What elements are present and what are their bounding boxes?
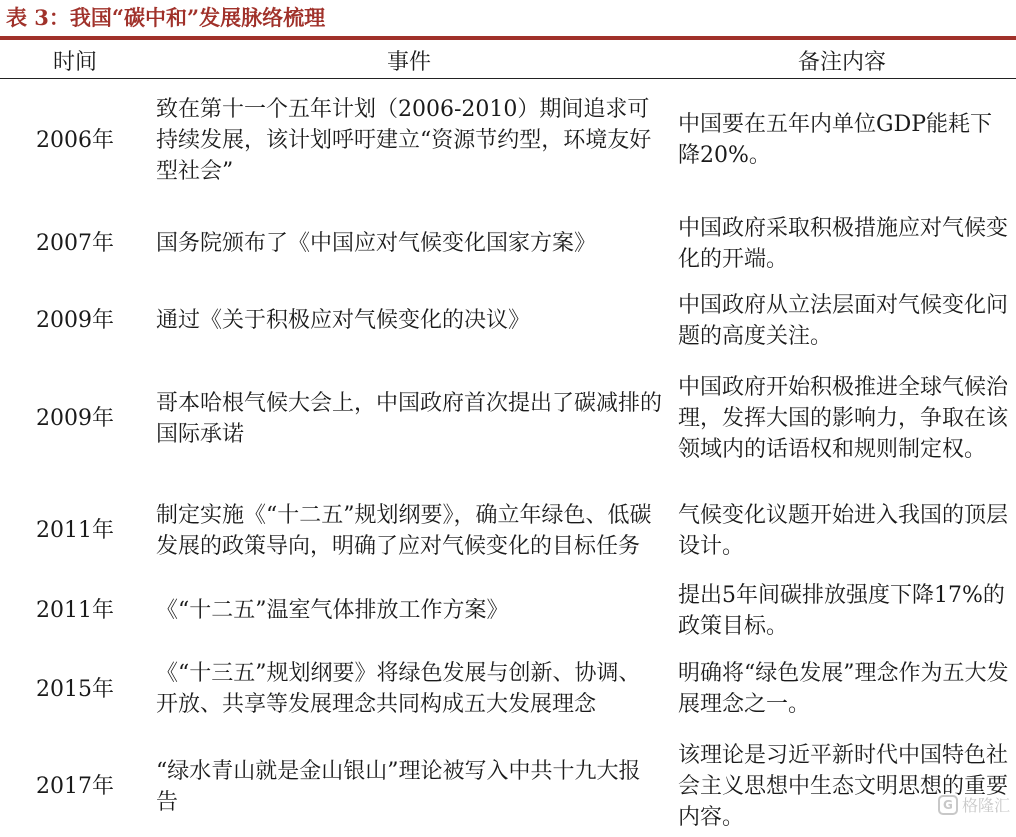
- header-time: 时间: [0, 42, 150, 79]
- row-event: 通过《关于积极应对气候变化的决议》: [156, 308, 531, 333]
- top-rule: [0, 36, 1016, 40]
- row-time: 2011年: [36, 518, 114, 543]
- row-note: 中国政府采取积极措施应对气候变化的开端。: [678, 215, 1009, 272]
- timeline-table: [0, 42, 1016, 837]
- row-event: 哥本哈根气候大会上，中国政府首次提出了碳减排的国际承诺: [156, 390, 663, 447]
- table-row: [0, 79, 1016, 202]
- watermark: [938, 793, 1010, 816]
- table-row: [0, 482, 1016, 580]
- table-row: [0, 737, 1016, 837]
- table-row: [0, 286, 1016, 356]
- row-note: 中国政府开始积极推进全球气候治理，发挥大国的影响力，争取在该领域内的话语权和规则制定权。: [678, 375, 1009, 462]
- table-caption: 表 3：我国“碳中和”发展脉络梳理: [6, 5, 326, 30]
- row-note: 中国要在五年内单位GDP能耗下降20%。: [678, 112, 993, 169]
- header-note: 备注内容: [668, 42, 1016, 79]
- row-note: 中国政府从立法层面对气候变化问题的高度关注。: [678, 292, 1009, 349]
- row-time: 2015年: [36, 676, 114, 702]
- row-event: 《“十二五”温室气体排放工作方案》: [156, 598, 509, 623]
- row-note: 提出5年间碳排放强度下降17%的政策目标。: [678, 582, 1005, 639]
- table-row: [0, 202, 1016, 286]
- header-row: [0, 42, 1016, 79]
- row-time: 2009年: [36, 308, 114, 333]
- row-event: 制定实施《“十二五”规划纲要》，确立年绿色、低碳发展的政策导向，明确了应对气候变化的目标任务: [156, 502, 652, 559]
- row-time: 2017年: [36, 774, 114, 799]
- row-event: 致在第十一个五年计划（2006-2010）期间追求可持续发展，该计划呼吁建立“资源节约型，环境友好型社会”: [156, 96, 652, 184]
- row-note: 明确将“绿色发展”理念作为五大发展理念之一。: [678, 661, 1009, 717]
- table-row: [0, 356, 1016, 482]
- gelonghui-logo-icon: G: [938, 795, 958, 815]
- row-event: “绿水青山就是金山银山”理论被写入中共十九大报告: [156, 758, 641, 815]
- table-row: [0, 642, 1016, 737]
- row-note: 该理论是习近平新时代中国特色社会主义思想中生态文明思想的重要内容。: [678, 743, 1009, 830]
- row-time: 2009年: [36, 406, 114, 431]
- row-event: 《“十三五”规划纲要》将绿色发展与创新、协调、开放、共享等发展理念共同构成五大发展理念: [156, 661, 641, 717]
- watermark-text: 格隆汇: [961, 796, 1010, 815]
- table-row: [0, 580, 1016, 642]
- row-time: 2006年: [36, 127, 114, 153]
- row-event: 国务院颁布了《中国应对气候变化国家方案》: [156, 231, 597, 256]
- row-note: 气候变化议题开始进入我国的顶层设计。: [678, 502, 1009, 559]
- header-event: 事件: [150, 42, 668, 79]
- row-time: 2007年: [36, 231, 114, 256]
- row-time: 2011年: [36, 598, 114, 623]
